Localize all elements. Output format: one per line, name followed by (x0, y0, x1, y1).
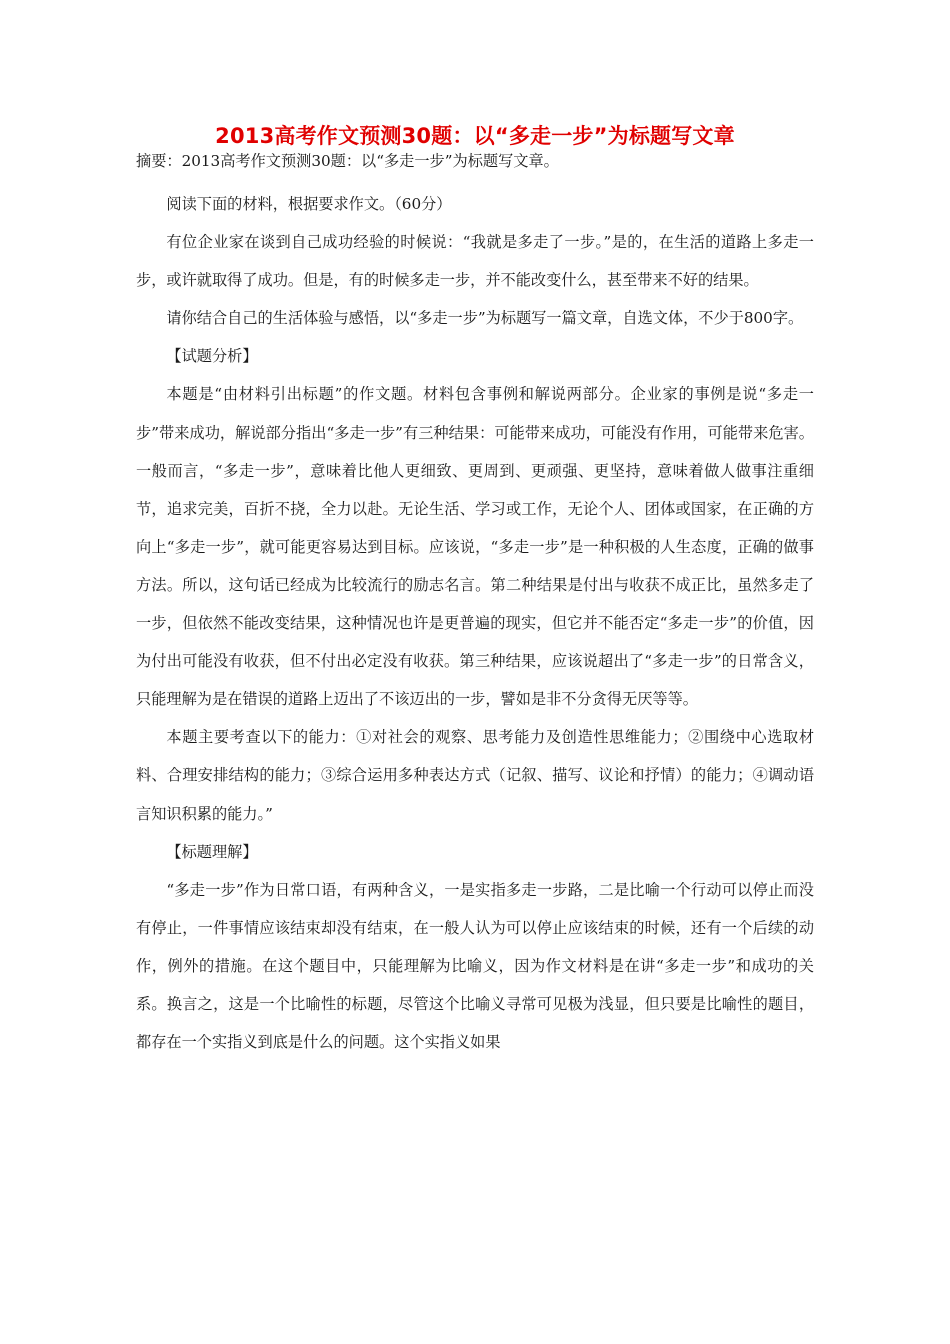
section-heading-title-understanding: 【标题理解】 (166, 842, 258, 861)
paragraph-analysis: 本题是“由材料引出标题”的作文题。材料包含事例和解说两部分。企业家的事例是说“多走一步”带来成功，解说部分指出“多走一步”有三种结果：可能带来成功，可能没有作用，可能带来危害。一般而言，“多走一步”，意味着比他人更细致、更周到、更顽强、更坚持，意味着做人做事注重细节，追求完美，百折不挠，全力以赴。无论生活、学习或工作，无论个人、团体或国家，在正确的方向上“多走一步”，就可能更容易达到目标。应该说，“多走一步”是一种积极的人生态度，正确的做事方法。所以，这句话已经成为比较流行的励志名言。第二种结果是付出与收获不成正比，虽然多走了一步，但依然不能改变结果，这种情况也许是更普遍的现实，但它并不能否定“多走一步”的价值，因为付出可能没有收获，但不付出必定没有收获。第三种结果，应该说超出了“多走一步”的日常含义，只能理解为是在错误的道路上迈出了不该迈出的一步，譬如是非不分贪得无厌等等。 (136, 385, 814, 709)
paragraph-title-understanding: “多走一步”作为日常口语，有两种含义，一是实指多走一步路，二是比喻一个行动可以停止而没有停止，一件事情应该结束却没有结束，在一般人认为可以停止应该结束的时候，还有一个后续的动作，例外的措施。在这个题目中，只能理解为比喻义，因为作文材料是在讲“多走一步”和成功的关系。换言之，这是一个比喻性的标题，尽管这个比喻义寻常可见极为浅显，但只要是比喻性的题目，都存在一个实指义到底是什么的问题。这个实指义如果 (136, 880, 814, 1052)
document-body (136, 150, 814, 1061)
paragraph-material: 有位企业家在谈到自己成功经验的时候说：“我就是多走了一步。”是的，在生活的道路上多走一步，或许就取得了成功。但是，有的时候多走一步，并不能改变什么，甚至带来不好的结果。 (136, 233, 814, 290)
paragraph-requirement: 请你结合自己的生活体验与感悟，以“多走一步”为标题写一篇文章，自选文体，不少于800字。 (166, 309, 804, 328)
section-heading-analysis: 【试题分析】 (166, 347, 258, 366)
paragraph-abilities: 本题主要考查以下的能力：①对社会的观察、思考能力及创造性思维能力；②围绕中心选取材料、合理安排结构的能力；③综合运用多种表达方式（记叙、描写、议论和抒情）的能力；④调动语言知识积累的能力。” (136, 728, 814, 823)
document-title: 2013高考作文预测30题：以“多走一步”为标题写文章 (215, 124, 735, 148)
paragraph-instruction: 阅读下面的材料，根据要求作文。（60分） (166, 195, 452, 213)
abstract: 摘要：2013高考作文预测30题：以“多走一步”为标题写文章。 (136, 152, 559, 170)
